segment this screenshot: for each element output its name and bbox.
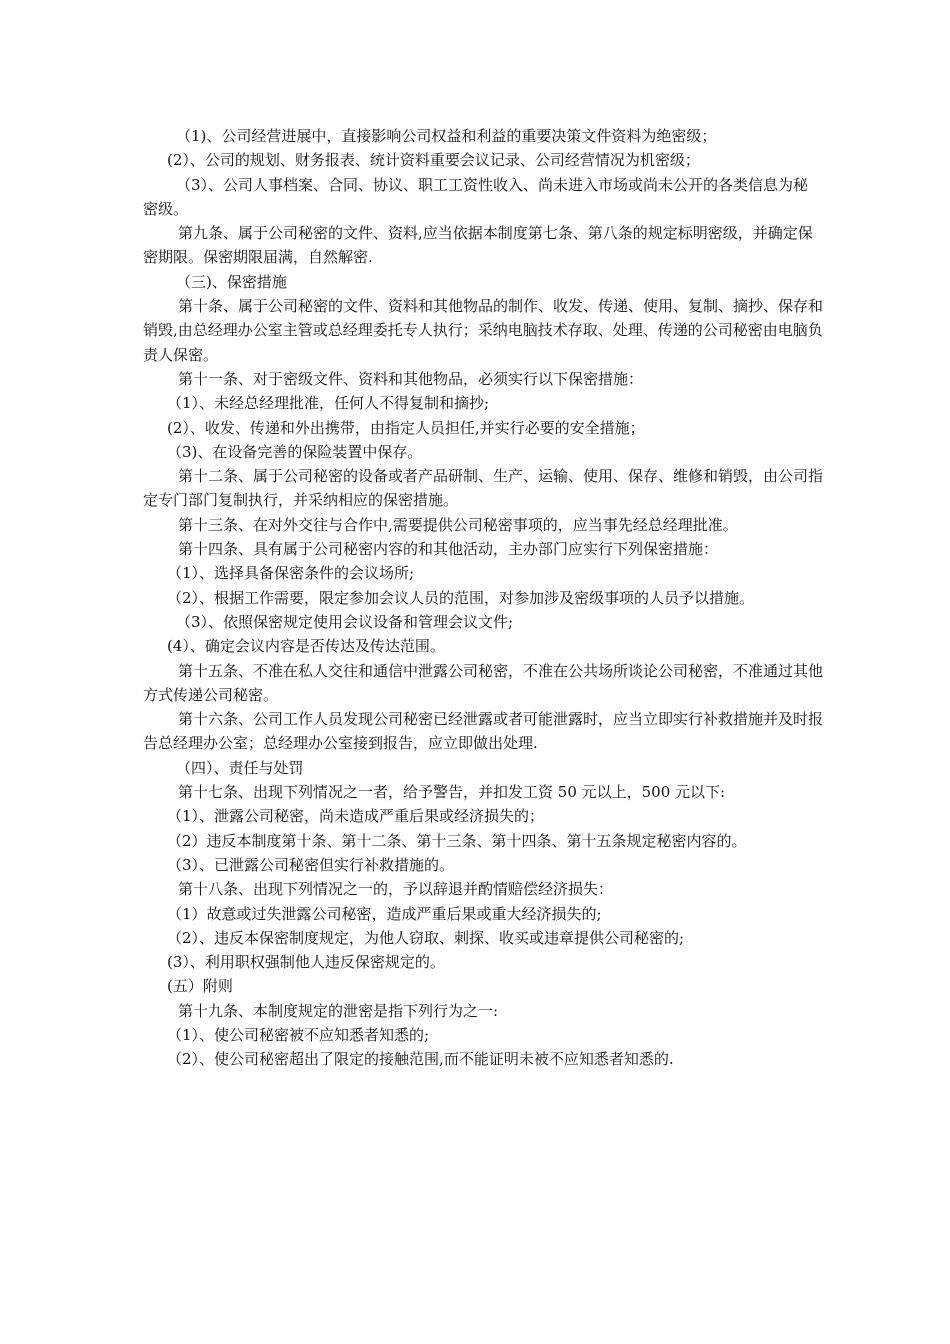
paragraph: （2）、违反本保密制度规定，为他人窃取、刺探、收买或违章提供公司秘密的;: [167, 928, 685, 947]
section-heading: （三)、保密措施: [176, 272, 287, 291]
document-body: [143, 124, 823, 1072]
paragraph: （1）故意或过失泄露公司秘密，造成严重后果或重大经济损失的;: [167, 904, 602, 923]
paragraph: 第十三条、在对外交往与合作中,需要提供公司秘密事项的，应当事先经总经理批准。: [178, 515, 738, 534]
paragraph: 第九条、属于公司秘密的文件、资料,应当依据本制度第七条、第八条的规定标明密级，并确定保密期限。保密期限届满，自然解密.: [143, 224, 813, 267]
paragraph: (2）、收发、传递和外出携带，由指定人员担任,并实行必要的安全措施；: [167, 418, 645, 437]
paragraph: （2）、使公司秘密超出了限定的接触范围,而不能证明未被不应知悉者知悉的.: [167, 1050, 674, 1069]
paragraph: （3）、已泄露公司秘密但实行补救措施的。: [167, 855, 455, 874]
paragraph: （1）、未经总经理批准，任何人不得复制和摘抄;: [167, 394, 490, 413]
paragraph: （3）、依照保密规定使用会议设备和管理会议文件;: [176, 612, 514, 631]
paragraph: （2）违反本制度第十条、第十二条、第十三条、第十四条、第十五条规定秘密内容的。: [167, 831, 747, 850]
paragraph: （1）、使公司秘密被不应知悉者知悉的;: [167, 1025, 430, 1044]
paragraph: （3）、公司人事档案、合同、协议、职工工资性收入、尚未进入市场或尚未公开的各类信息为秘密级。: [143, 175, 809, 218]
paragraph: 第十条、属于公司秘密的文件、资料和其他物品的制作、收发、传递、使用、复制、摘抄、保存和销毁,由总经理办公室主管或总经理委托专人执行；采纳电脑技术存取、处理、传递的公司秘密由电脑负责人保密。: [143, 297, 824, 364]
paragraph: 第十一条、对于密级文件、资料和其他物品，必须实行以下保密措施：: [178, 369, 644, 388]
paragraph: （2）、根据工作需要，限定参加会议人员的范围，对参加涉及密级事项的人员予以措施。: [167, 588, 755, 607]
section-heading: （四）、责任与处罚: [176, 758, 304, 777]
paragraph: 第十六条、公司工作人员发现公司秘密已经泄露或者可能泄露时，应当立即实行补救措施并及时报告总经理办公室；总经理办公室接到报告，应立即做出处理.: [143, 710, 824, 753]
paragraph: （3)、在设备完善的保险装置中保存。: [167, 442, 423, 461]
paragraph: (2）、公司的规划、财务报表、统计资料重要会议记录、公司经营情况为机密级；: [167, 151, 700, 170]
paragraph: 第十五条、不准在私人交往和通信中泄露公司秘密，不准在公共场所谈论公司秘密，不准通过其他方式传递公司秘密。: [143, 661, 824, 704]
paragraph: (3）、利用职权强制他人违反保密规定的。: [167, 953, 445, 972]
paragraph: （1）、选择具备保密条件的会议场所;: [167, 564, 415, 583]
paragraph: （1）、泄露公司秘密，尚未造成严重后果或经济损失的；: [167, 807, 545, 826]
paragraph: 第十四条、具有属于公司秘密内容的和其他活动，主办部门应实行下列保密措施：: [178, 540, 719, 559]
paragraph: 第十九条、本制度规定的泄密是指下列行为之一:: [178, 1001, 499, 1020]
section-heading: (五）附则: [167, 977, 233, 996]
paragraph: 第十七条、出现下列情况之一者，给予警告，并扣发工资 50 元以上，500 元以下:: [178, 783, 726, 802]
paragraph: （1)、公司经营进展中，直接影响公司权益和利益的重要决策文件资料为绝密级；: [176, 127, 717, 145]
paragraph: 第十八条、出现下列情况之一的，予以辞退并酌情赔偿经济损失：: [178, 880, 614, 899]
paragraph: 第十二条、属于公司秘密的设备或者产品研制、生产、运输、使用、保存、维修和销毁，由公司指定专门部门复制执行，并采纳相应的保密措施。: [143, 467, 824, 510]
paragraph: (4）、确定会议内容是否传达及传达范围。: [167, 637, 445, 656]
